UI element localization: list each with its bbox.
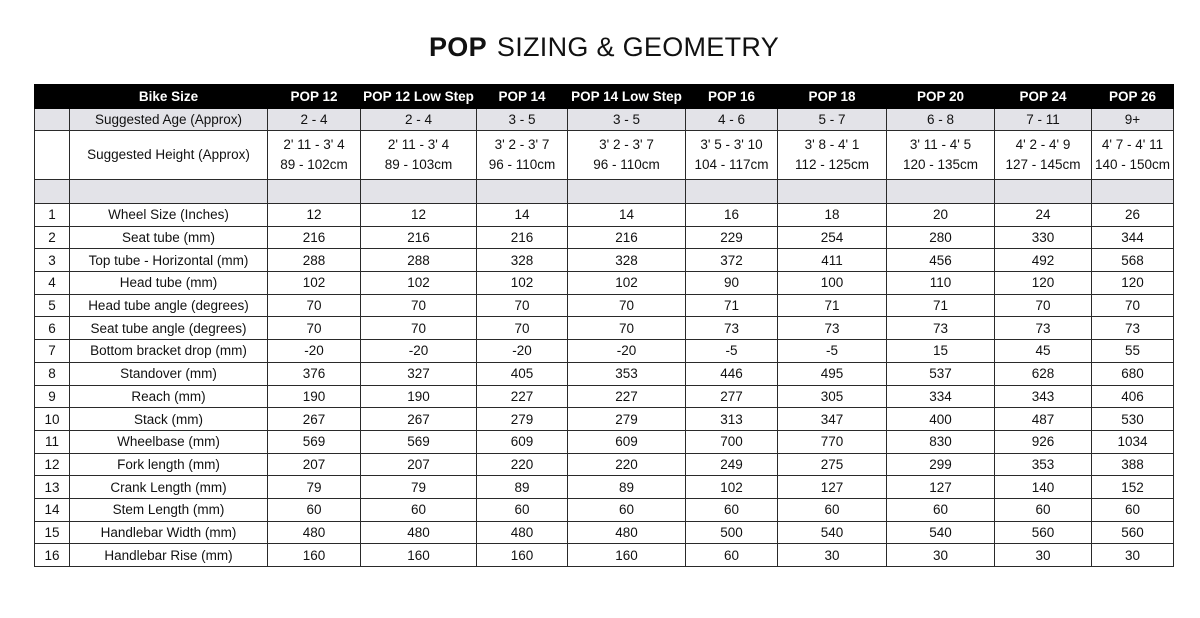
row-value: -20: [568, 340, 686, 363]
table-row: [35, 362, 1174, 385]
height-label: Suggested Height (Approx): [70, 131, 268, 180]
age-value: 9+: [1092, 109, 1174, 131]
age-value: 3 - 5: [477, 109, 568, 131]
table-row: [35, 453, 1174, 476]
row-value: 140: [995, 476, 1092, 499]
row-value: 480: [361, 521, 477, 544]
row-value: 288: [268, 249, 361, 272]
height-value: [887, 131, 995, 180]
age-num: [35, 109, 70, 131]
row-value: 216: [477, 226, 568, 249]
row-number: 14: [35, 498, 70, 521]
table-row: [35, 340, 1174, 363]
row-value: 18: [778, 204, 887, 227]
row-number: 3: [35, 249, 70, 272]
row-value: 70: [361, 317, 477, 340]
row-label: Bottom bracket drop (mm): [70, 340, 268, 363]
row-label: Wheelbase (mm): [70, 430, 268, 453]
row-value: 492: [995, 249, 1092, 272]
row-value: 70: [361, 294, 477, 317]
row-number: 15: [35, 521, 70, 544]
row-number: 5: [35, 294, 70, 317]
row-number: 4: [35, 272, 70, 295]
row-value: 102: [568, 272, 686, 295]
row-value: 70: [477, 317, 568, 340]
table-row: [35, 408, 1174, 431]
row-value: 330: [995, 226, 1092, 249]
row-value: 926: [995, 430, 1092, 453]
row-value: 372: [686, 249, 778, 272]
row-value: 190: [361, 385, 477, 408]
row-value: 127: [887, 476, 995, 499]
height-imperial: 4' 2 - 4' 9: [1015, 137, 1071, 152]
row-value: 70: [568, 317, 686, 340]
row-value: 30: [887, 544, 995, 567]
row-value: 60: [361, 498, 477, 521]
row-label: Seat tube (mm): [70, 226, 268, 249]
row-value: 267: [361, 408, 477, 431]
height-value: [477, 131, 568, 180]
row-value: 700: [686, 430, 778, 453]
row-value: 160: [361, 544, 477, 567]
row-value: 680: [1092, 362, 1174, 385]
row-value: 334: [887, 385, 995, 408]
table-row: [35, 544, 1174, 567]
header-blank: [35, 85, 70, 109]
row-value: 480: [568, 521, 686, 544]
row-value: 71: [686, 294, 778, 317]
row-value: 227: [568, 385, 686, 408]
row-value: 353: [995, 453, 1092, 476]
height-imperial: 3' 2 - 3' 7: [494, 137, 550, 152]
row-value: 73: [1092, 317, 1174, 340]
row-value: 288: [361, 249, 477, 272]
row-value: 79: [361, 476, 477, 499]
row-value: 70: [568, 294, 686, 317]
row-number: 1: [35, 204, 70, 227]
spacer-cell: [686, 180, 778, 204]
row-value: 487: [995, 408, 1092, 431]
row-number: 7: [35, 340, 70, 363]
row-value: 79: [268, 476, 361, 499]
row-value: 60: [686, 498, 778, 521]
row-value: 400: [887, 408, 995, 431]
row-value: 446: [686, 362, 778, 385]
row-value: -5: [686, 340, 778, 363]
row-value: 120: [1092, 272, 1174, 295]
height-value: [778, 131, 887, 180]
header-size-4: POP 14 Low Step: [568, 85, 686, 109]
table-row: [35, 430, 1174, 453]
row-value: 216: [361, 226, 477, 249]
row-value: 628: [995, 362, 1092, 385]
row-value: 609: [568, 430, 686, 453]
row-value: 480: [477, 521, 568, 544]
header-row: [35, 85, 1174, 109]
row-value: 70: [268, 294, 361, 317]
row-value: 1034: [1092, 430, 1174, 453]
height-imperial: 3' 2 - 3' 7: [599, 137, 654, 152]
row-value: 30: [995, 544, 1092, 567]
row-value: 14: [568, 204, 686, 227]
height-imperial: 2' 11 - 3' 4: [283, 137, 345, 152]
height-imperial: 3' 8 - 4' 1: [804, 137, 860, 152]
row-value: 90: [686, 272, 778, 295]
height-metric: 96 - 110cm: [593, 157, 660, 172]
row-value: 24: [995, 204, 1092, 227]
spacer-cell: [1092, 180, 1174, 204]
row-value: 353: [568, 362, 686, 385]
height-metric: 96 - 110cm: [488, 157, 556, 172]
age-value: 2 - 4: [268, 109, 361, 131]
row-value: 299: [887, 453, 995, 476]
spacer-row: [35, 180, 1174, 204]
spacer-cell: [995, 180, 1092, 204]
row-value: 26: [1092, 204, 1174, 227]
row-value: 120: [995, 272, 1092, 295]
row-value: 569: [268, 430, 361, 453]
age-row: [35, 109, 1174, 131]
row-number: 6: [35, 317, 70, 340]
row-number: 11: [35, 430, 70, 453]
height-metric: 112 - 125cm: [794, 157, 870, 172]
row-value: 560: [1092, 521, 1174, 544]
row-value: 207: [268, 453, 361, 476]
row-value: 216: [568, 226, 686, 249]
row-value: 190: [268, 385, 361, 408]
row-value: 70: [1092, 294, 1174, 317]
row-value: 70: [995, 294, 1092, 317]
title-brand: POP: [428, 32, 487, 62]
row-number: 9: [35, 385, 70, 408]
height-imperial: 3' 5 - 3' 10: [700, 137, 763, 152]
row-value: 254: [778, 226, 887, 249]
row-value: 456: [887, 249, 995, 272]
page-title: [0, 32, 1200, 63]
row-value: 344: [1092, 226, 1174, 249]
table-row: [35, 272, 1174, 295]
row-value: 313: [686, 408, 778, 431]
title-text: SIZING & GEOMETRY: [496, 32, 780, 62]
row-value: 220: [568, 453, 686, 476]
row-label: Top tube - Horizontal (mm): [70, 249, 268, 272]
row-value: 71: [778, 294, 887, 317]
row-label: Wheel Size (Inches): [70, 204, 268, 227]
header-size-5: POP 16: [686, 85, 778, 109]
row-value: 20: [887, 204, 995, 227]
row-value: 540: [887, 521, 995, 544]
row-value: 327: [361, 362, 477, 385]
header-size-2: POP 12 Low Step: [361, 85, 477, 109]
header-size-1: POP 12: [268, 85, 361, 109]
row-value: 279: [568, 408, 686, 431]
row-value: 70: [477, 294, 568, 317]
table-row: [35, 521, 1174, 544]
spacer-cell: [568, 180, 686, 204]
row-value: 110: [887, 272, 995, 295]
row-label: Crank Length (mm): [70, 476, 268, 499]
row-value: 60: [477, 498, 568, 521]
row-value: 152: [1092, 476, 1174, 499]
height-num: [35, 131, 70, 180]
row-label: Head tube (mm): [70, 272, 268, 295]
row-value: 227: [477, 385, 568, 408]
row-value: 160: [477, 544, 568, 567]
row-value: 275: [778, 453, 887, 476]
row-value: 347: [778, 408, 887, 431]
row-value: 89: [477, 476, 568, 499]
header-label: Bike Size: [70, 85, 268, 109]
age-value: 3 - 5: [568, 109, 686, 131]
row-value: 14: [477, 204, 568, 227]
age-value: 4 - 6: [686, 109, 778, 131]
height-value: [686, 131, 778, 180]
row-value: 30: [778, 544, 887, 567]
row-value: 60: [1092, 498, 1174, 521]
row-value: 70: [268, 317, 361, 340]
row-value: 343: [995, 385, 1092, 408]
header-size-6: POP 18: [778, 85, 887, 109]
row-value: 305: [778, 385, 887, 408]
row-value: 560: [995, 521, 1092, 544]
row-value: 160: [268, 544, 361, 567]
row-value: 376: [268, 362, 361, 385]
row-value: 102: [268, 272, 361, 295]
row-value: 830: [887, 430, 995, 453]
age-value: 7 - 11: [995, 109, 1092, 131]
row-value: 411: [778, 249, 887, 272]
row-value: 102: [361, 272, 477, 295]
row-number: 16: [35, 544, 70, 567]
height-metric: 140 - 150cm: [1094, 157, 1171, 172]
row-value: 60: [686, 544, 778, 567]
row-value: 328: [568, 249, 686, 272]
table-row: [35, 204, 1174, 227]
row-value: 405: [477, 362, 568, 385]
spacer-cell: [268, 180, 361, 204]
row-value: 267: [268, 408, 361, 431]
row-label: Seat tube angle (degrees): [70, 317, 268, 340]
table-row: [35, 385, 1174, 408]
height-value: [361, 131, 477, 180]
row-value: 12: [268, 204, 361, 227]
table-row: [35, 226, 1174, 249]
row-value: 15: [887, 340, 995, 363]
row-number: 10: [35, 408, 70, 431]
spacer-cell: [361, 180, 477, 204]
height-metric: 120 - 135cm: [902, 157, 979, 172]
spacer-cell: [887, 180, 995, 204]
row-number: 2: [35, 226, 70, 249]
row-value: 537: [887, 362, 995, 385]
row-value: 277: [686, 385, 778, 408]
row-value: 55: [1092, 340, 1174, 363]
row-label: Handlebar Rise (mm): [70, 544, 268, 567]
header-size-7: POP 20: [887, 85, 995, 109]
header-size-9: POP 26: [1092, 85, 1174, 109]
row-value: 60: [268, 498, 361, 521]
row-value: 530: [1092, 408, 1174, 431]
spacer-cell: [477, 180, 568, 204]
row-value: 73: [686, 317, 778, 340]
age-value: 2 - 4: [361, 109, 477, 131]
age-value: 6 - 8: [887, 109, 995, 131]
row-value: 216: [268, 226, 361, 249]
row-value: 71: [887, 294, 995, 317]
height-row: [35, 131, 1174, 180]
height-metric: 127 - 145cm: [1005, 157, 1081, 172]
row-value: 127: [778, 476, 887, 499]
height-metric: 89 - 103cm: [384, 157, 453, 172]
header-size-8: POP 24: [995, 85, 1092, 109]
row-label: Head tube angle (degrees): [70, 294, 268, 317]
row-value: 89: [568, 476, 686, 499]
height-metric: 89 - 102cm: [280, 157, 348, 172]
row-number: 8: [35, 362, 70, 385]
row-value: 388: [1092, 453, 1174, 476]
row-value: 160: [568, 544, 686, 567]
table-row: [35, 476, 1174, 499]
height-metric: 104 - 117cm: [694, 157, 769, 172]
row-value: 102: [477, 272, 568, 295]
row-value: 100: [778, 272, 887, 295]
row-value: 249: [686, 453, 778, 476]
age-value: 5 - 7: [778, 109, 887, 131]
row-value: 540: [778, 521, 887, 544]
height-value: [995, 131, 1092, 180]
row-value: 406: [1092, 385, 1174, 408]
geometry-table: [34, 84, 1174, 567]
row-value: 73: [778, 317, 887, 340]
table-row: [35, 249, 1174, 272]
height-value: [1092, 131, 1174, 180]
table-row: [35, 317, 1174, 340]
row-value: 73: [995, 317, 1092, 340]
row-value: 60: [568, 498, 686, 521]
row-number: 13: [35, 476, 70, 499]
table-row: [35, 294, 1174, 317]
row-value: 45: [995, 340, 1092, 363]
spacer-cell: [35, 180, 70, 204]
row-value: 60: [995, 498, 1092, 521]
height-imperial: 3' 11 - 4' 5: [909, 137, 972, 152]
row-value: 207: [361, 453, 477, 476]
height-imperial: 2' 11 - 3' 4: [387, 137, 450, 152]
age-label: Suggested Age (Approx): [70, 109, 268, 131]
row-value: 569: [361, 430, 477, 453]
row-number: 12: [35, 453, 70, 476]
row-value: 60: [887, 498, 995, 521]
row-value: 12: [361, 204, 477, 227]
row-value: 60: [778, 498, 887, 521]
row-label: Fork length (mm): [70, 453, 268, 476]
height-value: [268, 131, 361, 180]
row-label: Standover (mm): [70, 362, 268, 385]
row-value: 495: [778, 362, 887, 385]
table-row: [35, 498, 1174, 521]
spacer-cell: [778, 180, 887, 204]
row-value: -20: [361, 340, 477, 363]
header-size-3: POP 14: [477, 85, 568, 109]
row-value: 500: [686, 521, 778, 544]
row-value: 30: [1092, 544, 1174, 567]
row-value: 280: [887, 226, 995, 249]
height-value: [568, 131, 686, 180]
row-value: -5: [778, 340, 887, 363]
row-value: 73: [887, 317, 995, 340]
row-value: -20: [268, 340, 361, 363]
row-label: Reach (mm): [70, 385, 268, 408]
spacer-cell: [70, 180, 268, 204]
row-value: 16: [686, 204, 778, 227]
row-value: 568: [1092, 249, 1174, 272]
height-imperial: 4' 7 - 4' 11: [1101, 137, 1164, 152]
row-value: 480: [268, 521, 361, 544]
row-value: 770: [778, 430, 887, 453]
row-value: 229: [686, 226, 778, 249]
row-label: Handlebar Width (mm): [70, 521, 268, 544]
row-label: Stem Length (mm): [70, 498, 268, 521]
row-value: 279: [477, 408, 568, 431]
row-value: 102: [686, 476, 778, 499]
row-value: 328: [477, 249, 568, 272]
row-label: Stack (mm): [70, 408, 268, 431]
row-value: 220: [477, 453, 568, 476]
row-value: 609: [477, 430, 568, 453]
row-value: -20: [477, 340, 568, 363]
